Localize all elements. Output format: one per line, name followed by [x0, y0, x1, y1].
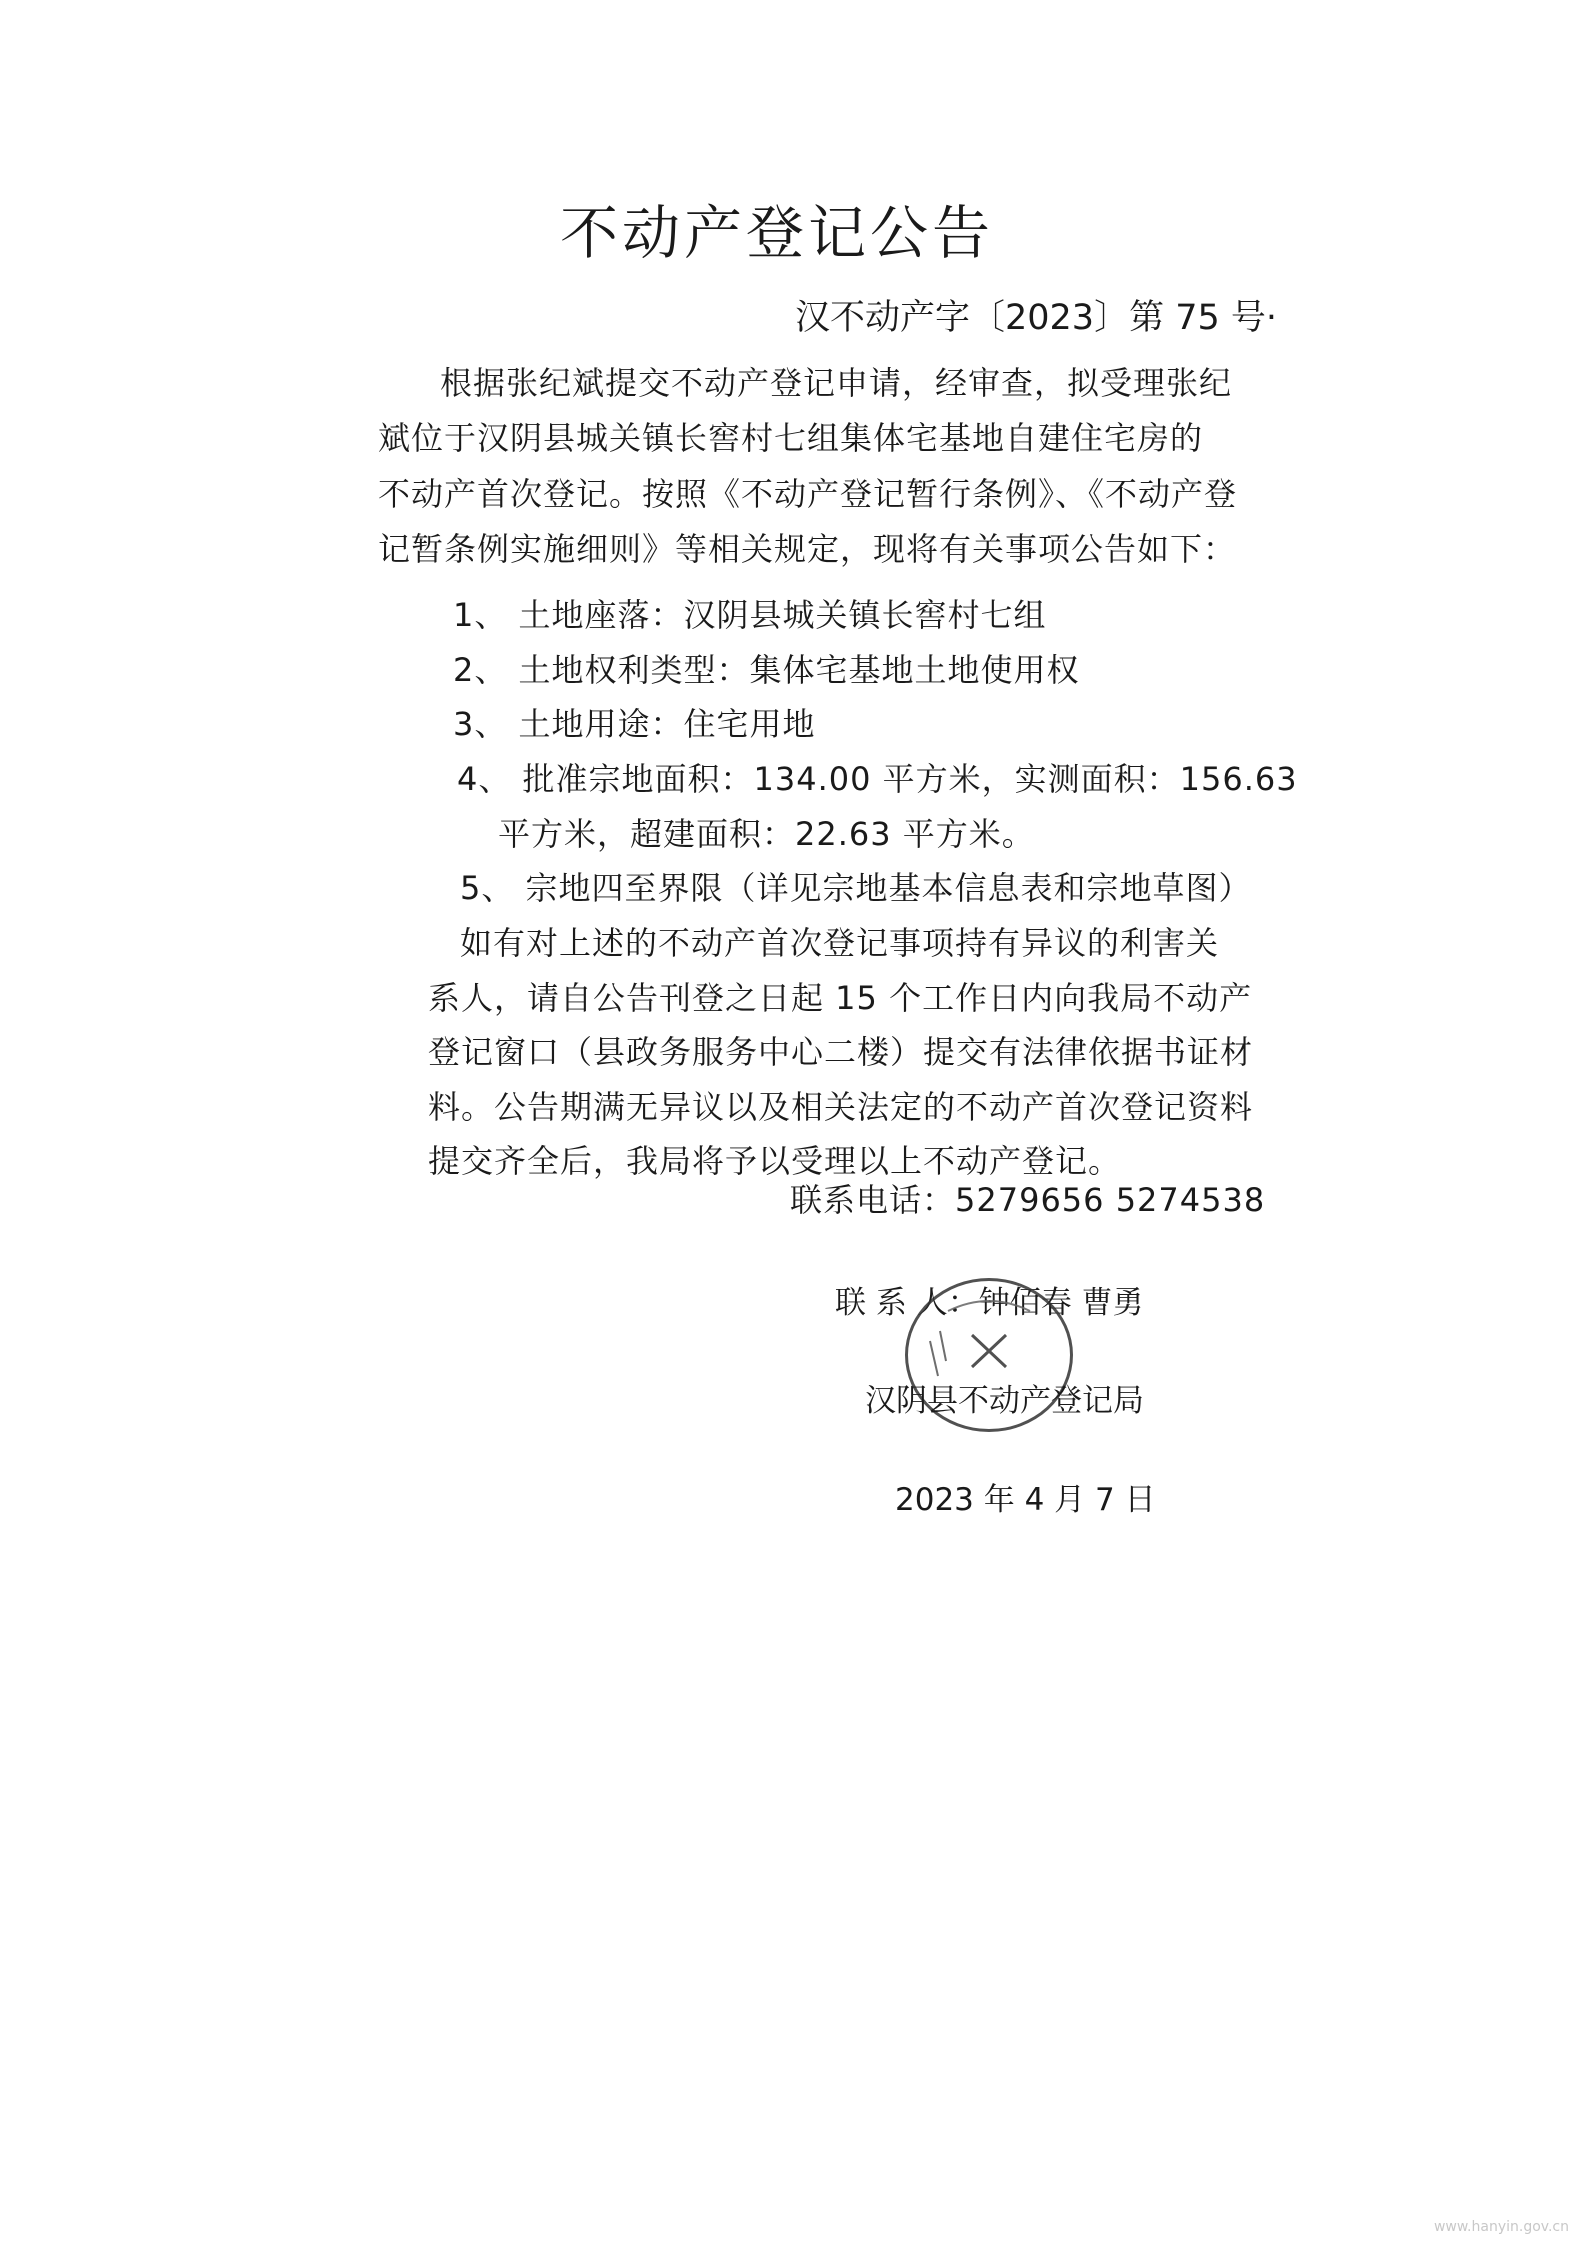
issue-date: 2023 年 4 月 7 日: [895, 1482, 1156, 1518]
intro-line: 根据张纪斌提交不动产登记申请，经审查，拟受理张纪: [440, 364, 1233, 402]
notice-item: 3、 土地用途：住宅用地: [453, 705, 816, 743]
intro-line: 记暂条例实施细则》等相关规定，现将有关事项公告如下：: [378, 530, 1237, 568]
document-number: 汉不动产字〔2023〕第 75 号·: [795, 298, 1277, 338]
intro-line: 不动产首次登记。按照《不动产登记暂行条例》、《不动产登: [378, 475, 1238, 513]
objection-line: 登记窗口（县政务服务中心二楼）提交有法律依据书证材: [428, 1033, 1254, 1071]
notice-item: 2、 土地权利类型：集体宅基地土地使用权: [453, 651, 1080, 689]
objection-line: 系人，请自公告刊登之日起 15 个工作日内向我局不动产: [428, 979, 1253, 1017]
intro-line: 斌位于汉阴县城关镇长窖村七组集体宅基地自建住宅房的: [378, 419, 1204, 457]
notice-item: 平方米，超建面积：22.63 平方米。: [498, 815, 1035, 853]
contact-phone: 联系电话：5279656 5274538: [790, 1181, 1266, 1219]
notice-item: 1、 土地座落：汉阴县城关镇长窖村七组: [453, 596, 1047, 634]
issuer-name: 汉阴县不动产登记局: [865, 1383, 1144, 1419]
notice-item: 4、 批准宗地面积：134.00 平方米，实测面积：156.63: [457, 760, 1298, 798]
objection-line: 料。公告期满无异议以及相关法定的不动产首次登记资料: [428, 1088, 1254, 1126]
notice-title: 不动产登记公告: [560, 199, 995, 267]
objection-line: 提交齐全后，我局将予以受理以上不动产登记。: [428, 1142, 1122, 1180]
contact-persons: 联 系 人：钟佰春 曹勇: [835, 1285, 1144, 1321]
watermark: www.hanyin.gov.cn: [1433, 2219, 1569, 2235]
objection-line: 如有对上述的不动产首次登记事项持有异议的利害关: [460, 924, 1220, 962]
notice-item: 5、 宗地四至界限（详见宗地基本信息表和宗地草图）: [460, 869, 1252, 907]
